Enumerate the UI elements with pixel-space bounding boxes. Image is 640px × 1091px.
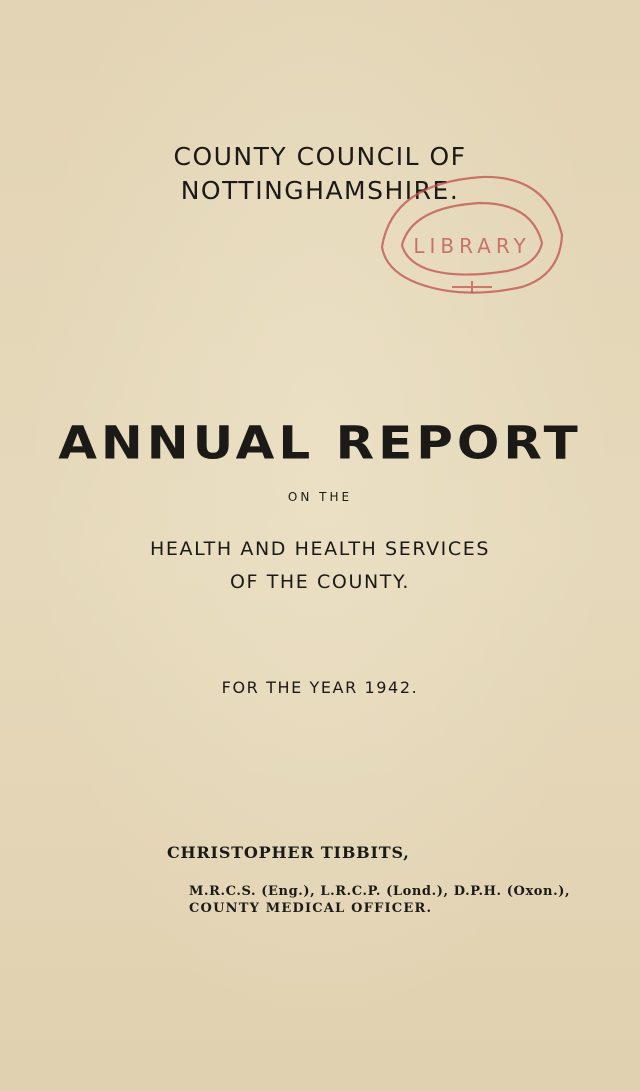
officer-name: CHRISTOPHER TIBBITS, — [167, 843, 410, 862]
report-title: ANNUAL REPORT — [58, 416, 582, 470]
report-subject — [0, 533, 640, 599]
library-stamp-icon — [372, 165, 572, 305]
council-heading-line1: COUNTY COUNCIL OF — [173, 142, 467, 171]
library-stamp — [372, 165, 572, 305]
officer-qualifications: M.R.C.S. (Eng.), L.R.C.P. (Lond.), D.P.H. (Oxon.), — [189, 884, 571, 899]
stamp-text: LIBRARY — [413, 234, 531, 258]
officer-block — [167, 843, 617, 916]
council-heading-line2: NOTTINGHAMSHIRE. — [180, 176, 460, 205]
subject-line2: OF THE COUNTY. — [229, 571, 410, 593]
year-line: FOR THE YEAR 1942. — [221, 678, 419, 697]
connector-text: ON THE — [287, 490, 353, 504]
officer-role: COUNTY MEDICAL OFFICER. — [189, 901, 433, 916]
subject-line1: HEALTH AND HEALTH SERVICES — [149, 538, 491, 560]
